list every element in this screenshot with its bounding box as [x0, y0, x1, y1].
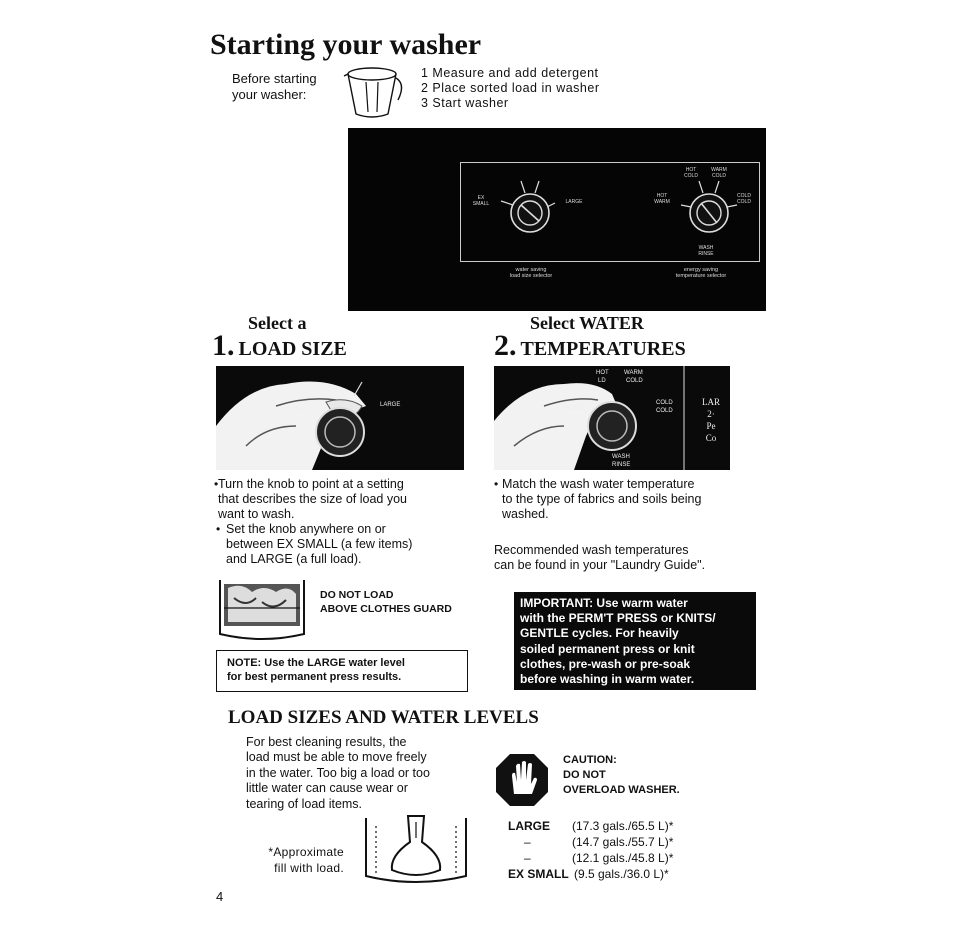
- stop-hand-icon: [494, 752, 550, 808]
- temperature-knob-photo: [494, 366, 730, 470]
- all-label: ALL: [294, 406, 305, 412]
- warm-cold-label: WARM COLD: [711, 167, 727, 179]
- load-size-knob-photo: [216, 366, 464, 470]
- large-label: LARGE: [565, 199, 583, 205]
- measuring-cup-icon: [338, 62, 408, 120]
- warm-side-label: WARM: [564, 406, 583, 412]
- hot-warm-label: HOT WARM: [654, 193, 670, 205]
- hot-cold-label: HOT COLD: [684, 167, 698, 179]
- level-row: EX SMALL (9.5 gals./36.0 L)*: [508, 867, 669, 881]
- load-size-knob-icon: [499, 179, 559, 239]
- temperature-knob-icon: [679, 179, 739, 239]
- control-panel-image: [348, 128, 766, 311]
- do-not-load-warning: DO NOT LOAD ABOVE CLOTHES GUARD: [320, 589, 452, 615]
- clothes-tub-icon: [216, 578, 308, 642]
- hand-turning-knob-icon: [216, 366, 464, 470]
- control-panel-frame: [460, 162, 760, 279]
- wash-label: WASH: [612, 454, 630, 460]
- ld-label: LD: [598, 378, 606, 384]
- cold-label: COLD: [626, 378, 643, 384]
- load-size-bullet-2: Set the knob anywhere on or between EX SMALL (a few items) and LARGE (a full load).: [226, 522, 413, 566]
- temperature-bullet: Match the wash water temperature to the type of fabrics and soils being washed.: [502, 477, 702, 521]
- step-item: 2 Place sorted load in washer: [421, 81, 600, 95]
- ex-small-label: EX SMALL: [472, 195, 490, 207]
- section1-title: 1. LOAD SIZE: [212, 329, 347, 362]
- recommended-text: Recommended wash temperatures can be found in your "Laundry Guide".: [494, 543, 706, 572]
- section2-title: 2. TEMPERATURES: [494, 329, 686, 362]
- level-row: – (12.1 gals./45.8 L)*: [524, 851, 674, 865]
- page-number: 4: [216, 889, 224, 904]
- section2-heading: Select WATER: [530, 313, 644, 333]
- step-item: 1 Measure and add detergent: [421, 66, 599, 80]
- cold-side-label-2: COLD: [656, 408, 673, 414]
- cold-cold-label: COLD COLD: [737, 193, 751, 205]
- wash-rinse-label: WASH RINSE: [698, 245, 714, 257]
- temperature-selector-caption: energy saving temperature selector: [675, 267, 727, 279]
- washer-tub-agitator-icon: [362, 812, 470, 888]
- step-item: 3 Start washer: [421, 96, 509, 110]
- page-title: Starting your washer: [210, 28, 482, 61]
- load-selector-caption: water saving load size selector: [509, 267, 553, 279]
- note-box: NOTE: Use the LARGE water level for best permanent press results.: [216, 650, 468, 692]
- rinse-label: RINSE: [612, 462, 631, 468]
- hot-label: HOT: [596, 370, 609, 376]
- cold-side-label: COLD: [656, 400, 673, 406]
- bullet-dot: •: [216, 522, 221, 536]
- bullet-dot: •: [214, 477, 219, 491]
- before-starting-label: Before starting your washer:: [232, 71, 317, 102]
- bullet-dot: •: [494, 477, 499, 491]
- best-cleaning-text: For best cleaning results, the load must be able to move freely in the water. Too big a load or too little water can cause wear or tearing of load items.: [246, 735, 430, 811]
- important-box: IMPORTANT: Use warm water with the PERM'T PRESS or KNITS/ GENTLE cycles. For heavily soiled permanent press or knit clothes, pre-wash or pre-soak before washing in warm water.: [514, 592, 756, 690]
- side-panel-text: LAR 2· Pe Co: [702, 397, 720, 443]
- large-label: LARGE: [380, 402, 401, 408]
- level-row: – (14.7 gals./55.7 L)*: [524, 835, 674, 849]
- water-levels-table: [508, 818, 673, 882]
- warm-label: WARM: [624, 370, 643, 376]
- caution-warning: CAUTION: DO NOT OVERLOAD WASHER.: [563, 754, 680, 796]
- load-size-bullet-1: Turn the knob to point at a setting that describes the size of load you want to wash.: [218, 477, 408, 521]
- section1-heading: Select a: [248, 313, 307, 333]
- approximate-fill-note: *Approximate fill with load.: [268, 845, 344, 875]
- level-row: LARGE (17.3 gals./65.5 L)*: [508, 819, 674, 833]
- load-sizes-heading: LOAD SIZES AND WATER LEVELS: [228, 707, 539, 728]
- steps-list: [421, 66, 599, 111]
